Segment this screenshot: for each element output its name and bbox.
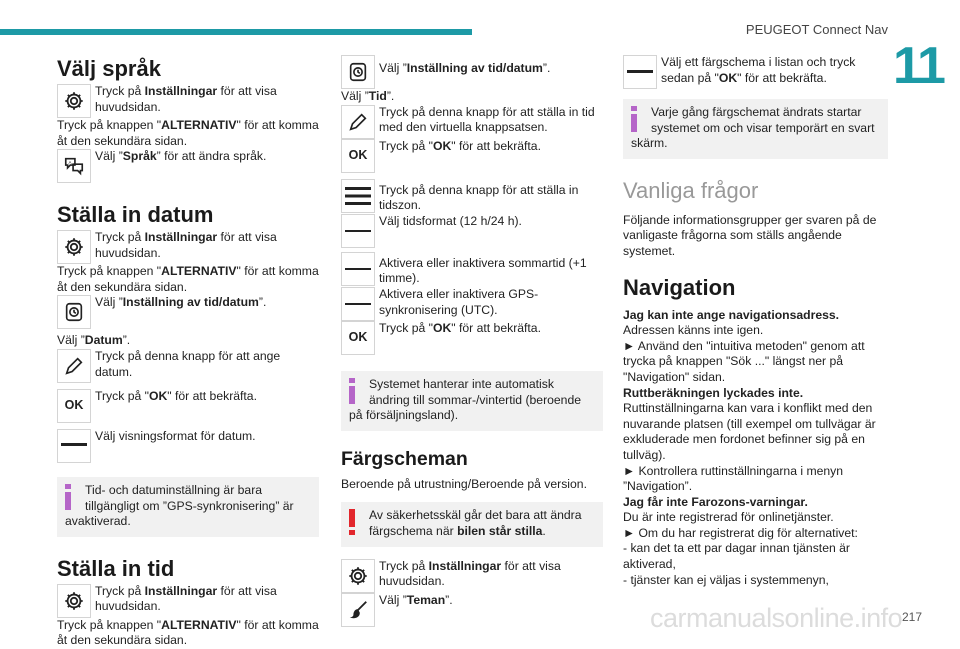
section-title-date: Ställa in datum [57, 202, 214, 228]
page-number: 217 [901, 610, 922, 624]
step-text: Tryck på " [379, 320, 433, 335]
info-note [623, 99, 888, 159]
info-icon [65, 484, 71, 510]
step-time-date [57, 295, 319, 329]
note-text: Av säkerhetsskäl går det bara att ändra färgschema när [369, 508, 582, 538]
instruction-text: ”. [122, 333, 131, 348]
instruction-text: " för att komma åt den sekundära sidan. [57, 118, 319, 148]
note-text: Systemet hanterar inte automatisk ändring till sommar-/vintertid (beroende [369, 376, 582, 407]
step-text: för att visa huvudsidan. [95, 84, 277, 114]
instruction-bold: Datum [84, 333, 123, 348]
step-text-bold: OK [433, 320, 452, 335]
chapter-number: 11 [893, 37, 944, 95]
step-text: " för att bekräfta. [737, 70, 827, 85]
step-text: ” för att ändra språk. [156, 149, 267, 164]
faq-answer: ► Om du har registrerat dig för alternativet: [623, 525, 858, 540]
step-text: Tryck på [95, 230, 145, 245]
step-settings [57, 84, 319, 118]
column-3 [623, 55, 888, 588]
column-2 [341, 55, 603, 627]
step-time-date [341, 55, 603, 89]
instruction-text: Tryck på knappen " [57, 264, 162, 279]
gear-icon [57, 584, 91, 618]
faq-answer: - tjänster kan ej väljas i systemmenyn, [623, 572, 829, 587]
instruction-bold: Tid [368, 89, 387, 103]
step-text: Välj ” [379, 61, 407, 75]
toggle-icon [341, 214, 375, 248]
note-text: . [542, 523, 546, 538]
step-text-bold: Inställningar [144, 230, 218, 245]
instruction-bold: ALTERNATIV [161, 617, 237, 632]
step-text-bold: Inställningar [144, 583, 218, 598]
faq-answer: - kan det ta ett par dagar innan tjänsten är aktiverad, [623, 541, 850, 572]
step-text-bold: Inställningar [144, 84, 218, 98]
step-text: Välj ” [379, 592, 407, 607]
info-icon [631, 106, 637, 132]
section-title-navigation: Navigation [623, 274, 736, 300]
step-themes [341, 593, 603, 627]
ok-icon: OK [341, 321, 375, 355]
instruction-text: Välj ” [57, 333, 85, 348]
column-1 [57, 55, 319, 649]
faq-answer: Ruttinställningarna kan vara i konflikt med den nuvarande platsen (till exempel om tullvägar är exkluderade men fordonet befinner sig på en tullväg). [623, 401, 876, 462]
step-date-format [57, 429, 319, 463]
step-confirm [57, 389, 319, 423]
step-language [57, 149, 319, 183]
ok-icon: OK [341, 139, 375, 173]
faq-intro: Följande informationsgrupper ger svaren på de vanligaste frågorna som ställs angående systemet. [623, 212, 877, 258]
step-confirm [341, 321, 603, 355]
step-timezone [341, 179, 603, 214]
pencil-icon [341, 105, 375, 139]
instruction-text: " för att komma åt den sekundära sidan. [57, 617, 319, 648]
toggle-icon [341, 287, 375, 321]
faq-question: Jag kan inte ange navigationsadress. [623, 307, 840, 322]
step-text: Välj visningsformat för datum. [95, 428, 256, 443]
header-accent-bar [0, 29, 472, 35]
toggle-icon [341, 252, 375, 286]
step-text-bold: Inställning av tid/datum [406, 61, 543, 75]
warning-note [341, 502, 603, 546]
step-time-format [341, 214, 603, 248]
note-text: Tid- och datuminställning är bara tillgängligt om ”GPS-synkronisering” är [85, 482, 294, 513]
step-text-bold: OK [149, 388, 168, 403]
step-text-bold: Språk [122, 149, 157, 164]
info-note [341, 371, 603, 431]
step-gps-sync [341, 287, 603, 321]
instruction-bold: ALTERNATIV [161, 264, 237, 279]
step-text: Välj ett färgschema i listan och tryck sedan på " [661, 55, 856, 85]
note-text: Varje gång färgschemat ändrats startar systemet om och visar temporärt en svart [651, 105, 875, 135]
section-title-language: Välj språk [57, 56, 161, 81]
step-text: Tryck på denna knapp för att ange datum. [95, 348, 281, 379]
step-text: Tryck på [95, 84, 145, 98]
instruction-text: " för att komma åt den sekundära sidan. [57, 264, 319, 294]
step-set-time [341, 105, 603, 139]
faq-question: Ruttberäkningen lyckades inte. [623, 385, 804, 400]
language-icon [57, 149, 91, 183]
step-text: Välj ” [95, 149, 123, 164]
faq-answer: Adressen känns inte igen. [623, 323, 764, 338]
instruction-text: Tryck på knappen " [57, 617, 162, 632]
step-settings [57, 584, 319, 618]
step-text-bold: Inställningar [428, 558, 502, 573]
step-text: Välj tidsformat (12 h/24 h). [379, 213, 522, 228]
gear-icon [57, 84, 91, 118]
step-text: " för att bekräfta. [451, 320, 541, 335]
clock-icon [57, 295, 91, 329]
step-confirm [341, 139, 603, 173]
step-text-bold: Inställning av tid/datum [122, 295, 259, 310]
gear-icon [57, 230, 91, 264]
clock-icon [341, 55, 375, 89]
step-text-bold: OK [433, 138, 452, 153]
step-text: Tryck på " [379, 138, 433, 153]
step-text: Tryck på [95, 583, 145, 598]
step-text: Tryck på [379, 558, 429, 573]
section-title-time: Ställa in tid [57, 555, 175, 581]
step-text: ”. [258, 295, 267, 310]
pencil-icon [57, 349, 91, 383]
step-text: " för att bekräfta. [167, 388, 257, 403]
header-title: PEUGEOT Connect Nav [745, 22, 888, 37]
instruction-text: Tryck på knappen " [57, 118, 162, 132]
faq-answer: Du är inte registrerad för onlinetjänster. [623, 510, 834, 525]
step-text: Tryck på denna knapp för att ställa in tidszon. [379, 182, 579, 213]
section-title-color-schemes: Färgscheman [341, 447, 468, 470]
instruction-bold: ALTERNATIV [161, 118, 237, 132]
step-settings [57, 230, 319, 264]
instruction-text: Välj ” [341, 89, 369, 103]
info-note [57, 477, 319, 537]
instruction-text: ”. [386, 89, 395, 103]
step-text: Tryck på denna knapp för att ställa in tid med den virtuella knappsatsen. [379, 104, 595, 135]
note-text: skärm. [631, 136, 668, 151]
note-text: på försäljningsland). [349, 408, 459, 423]
step-text: för att visa huvudsidan. [95, 583, 277, 614]
step-text: ”. [445, 592, 453, 607]
note-text-bold: bilen står stilla [457, 523, 543, 538]
note-text: avaktiverad. [65, 514, 131, 529]
gear-icon [341, 559, 375, 593]
list-icon [623, 55, 657, 89]
step-summer-time [341, 252, 603, 287]
step-text-bold: Teman [406, 592, 446, 607]
step-text: Aktivera eller inaktivera sommartid (+1 timme). [379, 255, 587, 286]
step-text: för att visa huvudsidan. [379, 558, 561, 589]
step-text: Välj ” [95, 295, 123, 310]
watermark: carmanualsonline.info [650, 603, 903, 633]
faq-question: Jag får inte Farozons-varningar. [623, 494, 808, 509]
warning-icon [349, 509, 355, 535]
svg-text:A: A [68, 160, 72, 166]
list-icon [341, 179, 375, 213]
step-text: Tryck på " [95, 388, 149, 403]
step-text-bold: OK [718, 70, 738, 85]
step-text: för att visa huvudsidan. [95, 230, 277, 260]
info-icon [349, 378, 355, 404]
theme-icon [341, 593, 375, 627]
step-text: ”. [542, 61, 551, 75]
step-set-date [57, 349, 319, 383]
list-icon [57, 429, 91, 463]
section-title-faq: Vanliga frågor [623, 177, 759, 203]
ok-icon: OK [57, 389, 91, 423]
step-settings [341, 559, 603, 593]
step-choose-scheme [623, 55, 888, 89]
step-text: Aktivera eller inaktivera GPS-synkronisering (UTC). [379, 286, 539, 317]
intro-text: Beroende på utrustning/Beroende på version. [341, 476, 587, 491]
faq-answer: ► Använd den "intuitiva metoden" genom att trycka på knappen "Sök ..." längst ner på "Navigation" sidan. [623, 338, 865, 384]
step-text: " för att bekräfta. [451, 138, 541, 153]
faq-answer: ► Kontrollera ruttinställningarna i menyn ”Navigation”. [623, 463, 844, 494]
